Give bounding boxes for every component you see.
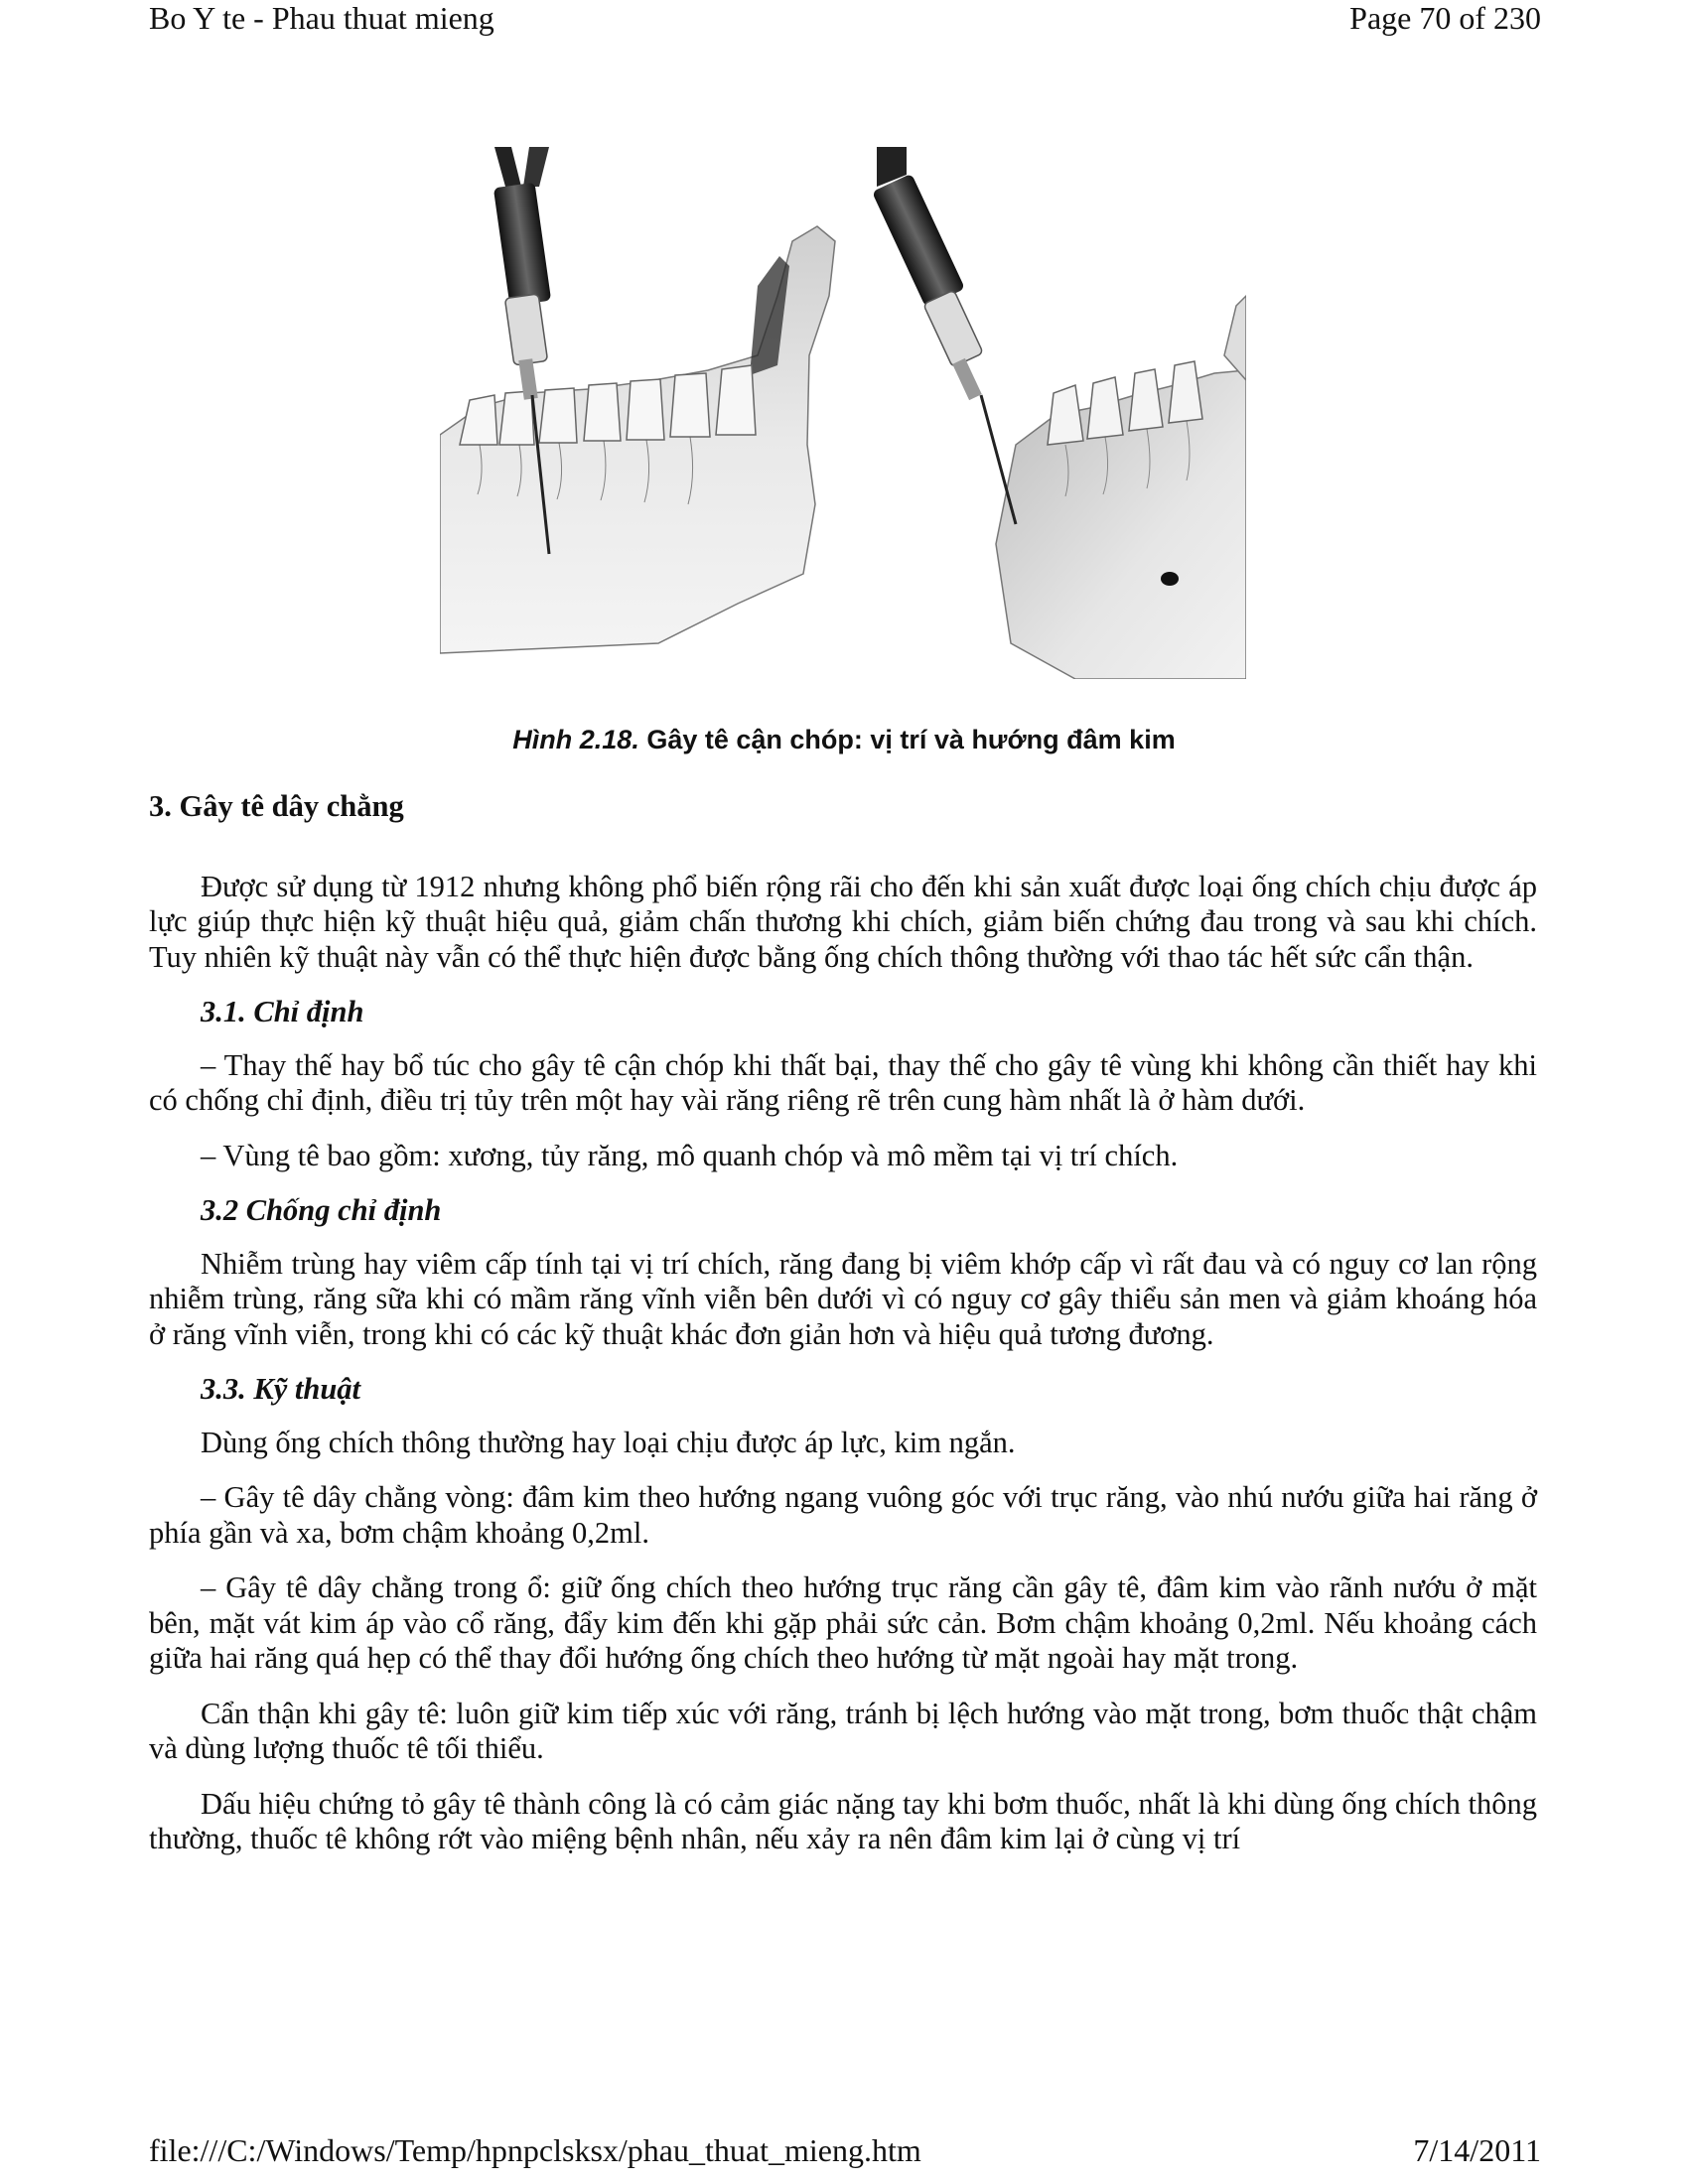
header-page-number: Page 70 of 230 [1349,0,1541,36]
footer-date: 7/14/2011 [1413,2132,1541,2168]
technique-paragraph-1: Dùng ống chích thông thường hay loại chịu được áp lực, kim ngắn. [201,1425,1016,1459]
right-syringe [872,147,1016,524]
figure-caption-label: Hình 2.18. [512,725,639,754]
figure-caption [0,725,1688,755]
section-heading: 3. Gây tê dây chằng [149,789,404,823]
right-mandible [872,147,1246,679]
figure-caption-text: Gây tê cận chóp: vị trí và hướng đâm kim [638,725,1176,754]
technique-paragraph-3: – Gây tê dây chằng trong ổ: giữ ống chích theo hướng trục răng cần gây tê, đâm kim vào rãnh nướu ở mặt bên, mặt vát kim áp vào cổ răng, đẩy kim đến khi gặp phải sức cản. Bơm chậm khoảng 0,2ml. Nếu khoảng cách giữa hai răng quá hẹp có thể thay đổi hướng ống chích theo hướng từ mặt ngoài hay mặt trong. [149,1570,1537,1675]
indications-paragraph-1: – Thay thế hay bổ túc cho gây tê cận chóp khi thất bại, thay thế cho gây tê vùng khi không cần thiết hay khi có chống chỉ định, điều trị tủy trên một hay vài răng riêng rẽ trên cung hàm nhất là ở hàm dưới. [149,1047,1537,1117]
subsection-heading-technique: 3.3. Kỹ thuật [201,1372,361,1406]
technique-paragraph-5: Dấu hiệu chứng tỏ gây tê thành công là có cảm giác nặng tay khi bơm thuốc, nhất là khi dùng ống chích thông thường, thuốc tê không rớt vào miệng bệnh nhân, nếu xảy ra nên đâm kim lại ở cùng vị trí [149,1786,1537,1855]
left-mandible [440,147,835,653]
jaw-injection-illustration [440,147,1246,679]
section-intro: Được sử dụng từ 1912 nhưng không phổ biến rộng rãi cho đến khi sản xuất được loại ống chích chịu được áp lực giúp thực hiện kỹ thuật hiệu quả, giảm chấn thương khi chích, giảm biến chứng đau trong và sau khi chích. Tuy nhiên kỹ thuật này vẫn có thể thực hiện được bằng ống chích thông thường với thao tác hết sức cẩn thận. [149,869,1537,974]
subsection-heading-contraindications: 3.2 Chống chỉ định [201,1193,442,1227]
figure-jaw-injection-photo [440,147,1246,679]
technique-paragraph-4: Cẩn thận khi gây tê: luôn giữ kim tiếp xúc với răng, tránh bị lệch hướng vào mặt trong, bơm thuốc thật chậm và dùng lượng thuốc tê tối thiểu. [149,1696,1537,1765]
contraindications-paragraph: Nhiễm trùng hay viêm cấp tính tại vị trí chích, răng đang bị viêm khớp cấp vì rất đau và có nguy cơ lan rộng nhiễm trùng, răng sữa khi có mầm răng vĩnh viễn bên dưới vì có nguy cơ gây thiểu sản men và giảm khoáng hóa ở răng vĩnh viễn, trong khi có các kỹ thuật khác đơn giản hơn và hiệu quả tương đương. [149,1246,1537,1351]
header-title: Bo Y te - Phau thuat mieng [149,0,494,36]
indications-paragraph-2: – Vùng tê bao gồm: xương, tủy răng, mô quanh chóp và mô mềm tại vị trí chích. [201,1138,1179,1172]
subsection-heading-indications: 3.1. Chỉ định [201,995,364,1028]
technique-paragraph-2: – Gây tê dây chằng vòng: đâm kim theo hướng ngang vuông góc với trục răng, vào nhú nướu giữa hai răng ở phía gần và xa, bơm chậm khoảng 0,2ml. [149,1480,1537,1550]
footer-file-url: file:///C:/Windows/Temp/hpnpclsksx/phau_thuat_mieng.htm [149,2132,921,2168]
main-content [149,789,1537,1877]
